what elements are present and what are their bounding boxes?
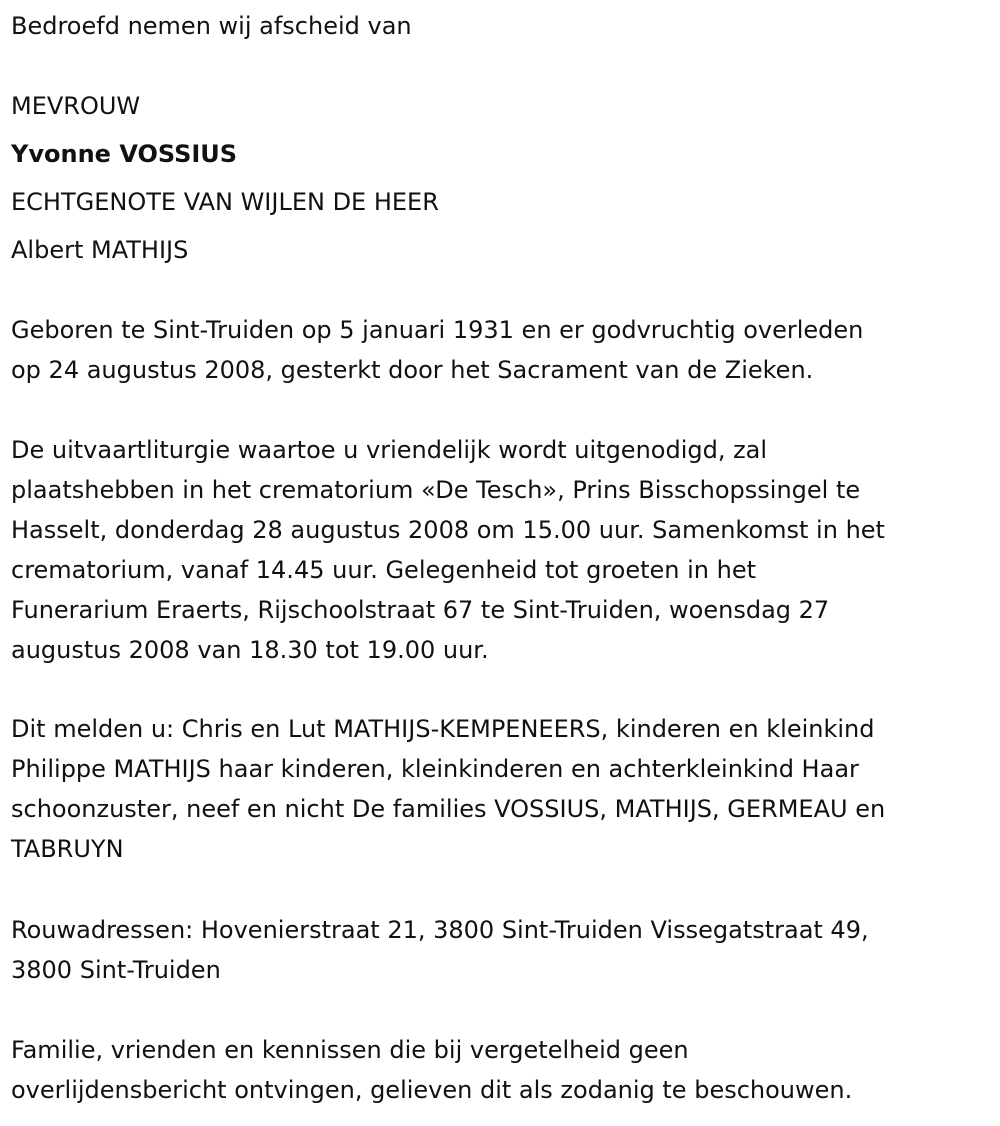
family-line: Philippe MATHIJS haar kinderen, kleinkinderen en achterkleinkind Haar bbox=[11, 755, 859, 783]
funeral-line: Hasselt, donderdag 28 augustus 2008 om 15.00 uur. Samenkomst in het bbox=[11, 516, 885, 544]
funeral-line: plaatshebben in het crematorium «De Tesch», Prins Bisschopssingel te bbox=[11, 476, 861, 504]
closing-paragraph bbox=[11, 1030, 986, 1110]
address-line: Rouwadressen: Hovenierstraat 21, 3800 Sint-Truiden Vissegatstraat 49, bbox=[11, 916, 869, 944]
title-prefix: MEVROUW bbox=[11, 92, 141, 120]
deceased-name: Yvonne VOSSIUS bbox=[11, 140, 238, 168]
relation-line: ECHTGENOTE VAN WIJLEN DE HEER bbox=[11, 188, 439, 216]
family-line: schoonzuster, neef en nicht De families VOSSIUS, MATHIJS, GERMEAU en bbox=[11, 795, 886, 823]
funeral-line: Funerarium Eraerts, Rijschoolstraat 67 te Sint-Truiden, woensdag 27 bbox=[11, 596, 830, 624]
closing-line: overlijdensbericht ontvingen, gelieven dit als zodanig te beschouwen. bbox=[11, 1076, 853, 1104]
funeral-line: crematorium, vanaf 14.45 uur. Gelegenheid tot groeten in het bbox=[11, 556, 757, 584]
birth-line: op 24 augustus 2008, gesterkt door het Sacrament van de Zieken. bbox=[11, 356, 814, 384]
funeral-line: De uitvaartliturgie waartoe u vriendelijk wordt uitgenodigd, zal bbox=[11, 436, 768, 464]
family-line: TABRUYN bbox=[11, 835, 124, 863]
birth-paragraph bbox=[11, 310, 986, 390]
spouse-name: Albert MATHIJS bbox=[11, 236, 189, 264]
closing-line: Familie, vrienden en kennissen die bij vergetelheid geen bbox=[11, 1036, 689, 1064]
family-line: Dit melden u: Chris en Lut MATHIJS-KEMPENEERS, kinderen en kleinkind bbox=[11, 715, 875, 743]
intro-line: Bedroefd nemen wij afscheid van bbox=[11, 12, 412, 40]
address-line: 3800 Sint-Truiden bbox=[11, 956, 221, 984]
funeral-paragraph bbox=[11, 430, 986, 670]
funeral-line: augustus 2008 van 18.30 tot 19.00 uur. bbox=[11, 636, 489, 664]
addresses-paragraph bbox=[11, 910, 986, 990]
birth-line: Geboren te Sint-Truiden op 5 januari 1931 en er godvruchtig overleden bbox=[11, 316, 864, 344]
family-paragraph bbox=[11, 709, 986, 869]
deceased-block bbox=[11, 82, 439, 274]
